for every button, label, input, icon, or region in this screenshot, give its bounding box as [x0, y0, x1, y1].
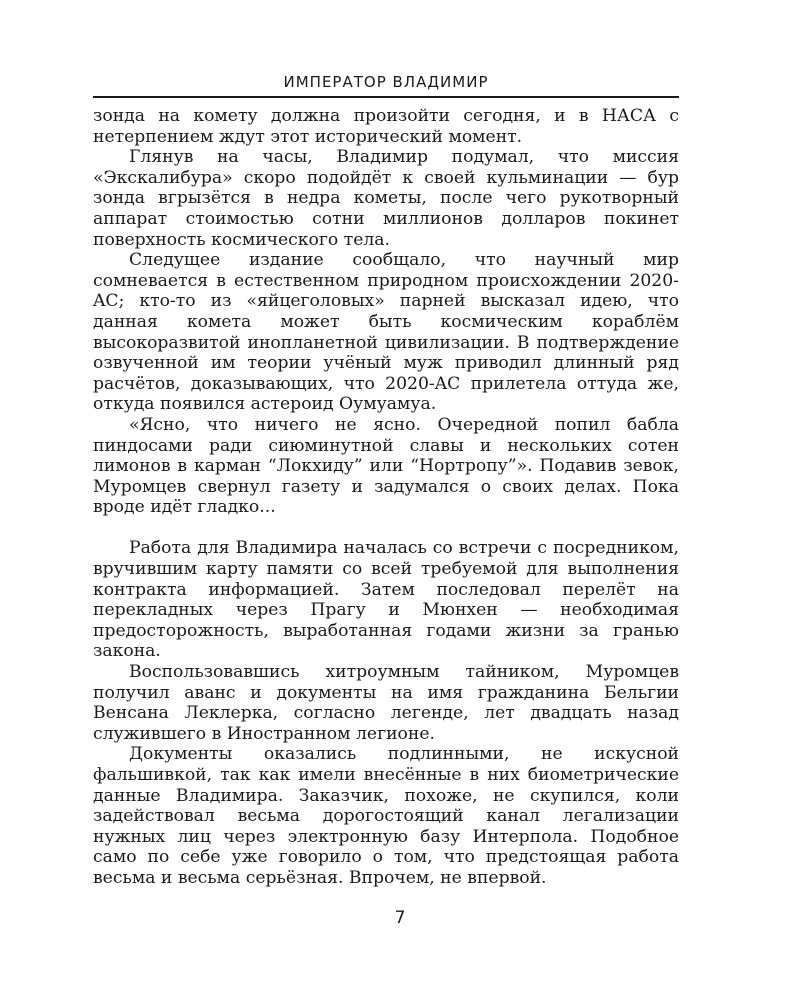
book-page [93, 68, 679, 889]
paragraph-2: Глянув на часы, Владимир подумал, что миссия «Экскалибура» скоро подойдёт к своей кульминации — бур зонда вгрызётся в недра кометы, после чего рукотворный аппарат стоимостью сотни миллионов долларов покинет поверхность космического тела. [93, 147, 679, 250]
body-text [93, 106, 679, 889]
paragraph-7: Документы оказались подлинными, не искусной фальшивкой, так как имели внесённые в них биометрические данные Владимира. Заказчик, похоже, не скупился, коли задействовал весьма дорогостоящий канал легализации нужных лиц через электронную базу Интерпола. Подобное само по себе уже говорило о том, что предстоящая работа весьма и весьма серьёзная. Впрочем, не впервой. [93, 744, 679, 888]
header-rule [93, 96, 679, 98]
paragraph-3: Следущее издание сообщало, что научный мир сомневается в естественном природном происхождении 2020-AC; кто-то из «яйцеголовых» парней высказал идею, что данная комета может быть космическим кораблём высокоразвитой инопланетной цивилизации. В подтверждение озвученной им теории учёный муж приводил длинный ряд расчётов, доказывающих, что 2020-AC прилетела оттуда же, откуда появился астероид Оумуамуа. [93, 250, 679, 415]
paragraph-1: зонда на комету должна произойти сегодня, и в НАСА с нетерпением ждут этот исторический момент. [93, 106, 679, 147]
section-break [93, 518, 679, 539]
paragraph-5: Работа для Владимира началась со встречи с посредником, вручившим карту памяти со всей требуемой для выполнения контракта информацией. Затем последовал перелёт на перекладных через Прагу и Мюнхен — необходимая предосторожность, выработанная годами жизни за гранью закона. [93, 538, 679, 662]
running-head: ИМПЕРАТОР ВЛАДИМИР [283, 73, 489, 91]
paragraph-4: «Ясно, что ничего не ясно. Очередной попил бабла пиндосами ради сиюминутной славы и нескольких сотен лимонов в карман “Локхиду” или “Нортропу”». Подавив зевок, Муромцев свернул газету и задумался о своих делах. Пока вроде идёт гладко... [93, 414, 679, 518]
paragraph-6: Воспользовавшись хитроумным тайником, Муромцев получил аванс и документы на имя гражданина Бельгии Венсана Леклерка, согласно легенде, лет двадцать назад служившего в Иностранном легионе. [93, 662, 679, 744]
page-number: 7 [394, 908, 406, 928]
